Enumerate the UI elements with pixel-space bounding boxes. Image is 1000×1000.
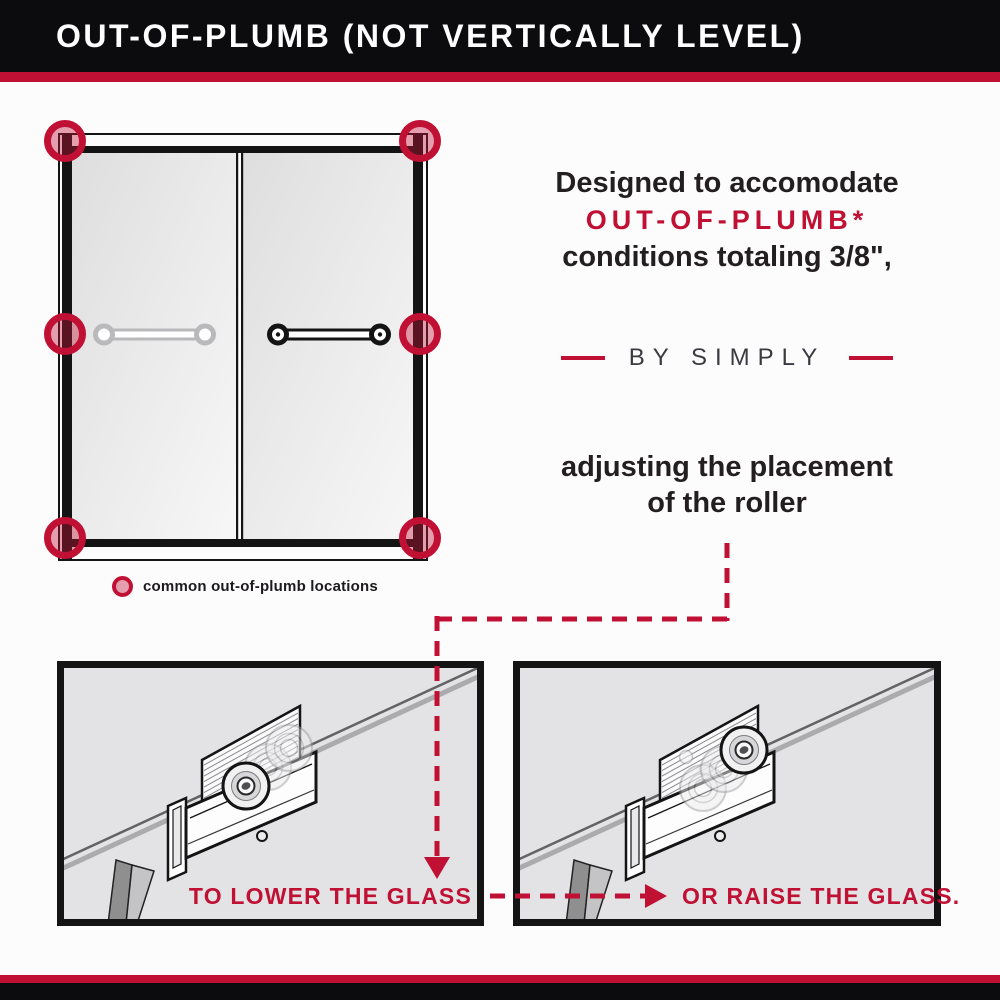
red-stripe-bottom <box>0 975 1000 983</box>
caption-or-raise-the-glass: OR RAISE THE GLASS. <box>682 883 961 909</box>
page-title: OUT-OF-PLUMB (NOT VERTICALLY LEVEL) <box>56 17 805 54</box>
intro-copy <box>490 165 964 276</box>
out-of-plumb-marker-middle-left <box>48 317 83 352</box>
out-of-plumb-marker-icon <box>112 576 133 597</box>
red-dash-icon <box>561 356 605 360</box>
roller-wheel-raised <box>721 727 767 773</box>
red-dash-icon <box>849 356 893 360</box>
intro-line2: conditions totaling 3/8", <box>562 241 892 273</box>
intro-highlight: OUT-OF-PLUMB* <box>585 205 869 235</box>
out-of-plumb-marker-top-right <box>403 124 438 159</box>
adjust-line2: of the roller <box>647 487 807 519</box>
out-of-plumb-marker-middle-right <box>403 317 438 352</box>
shower-door-diagram <box>48 124 438 561</box>
out-of-plumb-marker-top-left <box>48 124 83 159</box>
header-banner <box>0 0 1000 72</box>
legend-label: common out-of-plumb locations <box>143 578 378 595</box>
out-of-plumb-marker-bottom-left <box>48 521 83 556</box>
red-stripe-top <box>0 72 1000 82</box>
glass-panel-left <box>72 153 236 541</box>
out-of-plumb-marker-bottom-right <box>403 521 438 556</box>
footer-banner <box>0 983 1000 1000</box>
adjust-line1: adjusting the placement <box>561 451 893 483</box>
legend <box>112 576 378 597</box>
adjust-copy <box>490 449 964 521</box>
ghost-roller-icon <box>266 725 312 771</box>
roller-wheel-lowered <box>223 763 269 809</box>
glass-panel-right <box>241 153 415 541</box>
by-simply-label: BY SIMPLY <box>628 344 826 371</box>
by-simply-divider <box>490 344 964 372</box>
caption-to-lower-the-glass: TO LOWER THE GLASS <box>188 883 472 909</box>
towel-bar-handle-gray <box>96 326 214 343</box>
intro-line1: Designed to accomodate <box>555 167 899 199</box>
towel-bar-handle-black <box>270 326 389 343</box>
